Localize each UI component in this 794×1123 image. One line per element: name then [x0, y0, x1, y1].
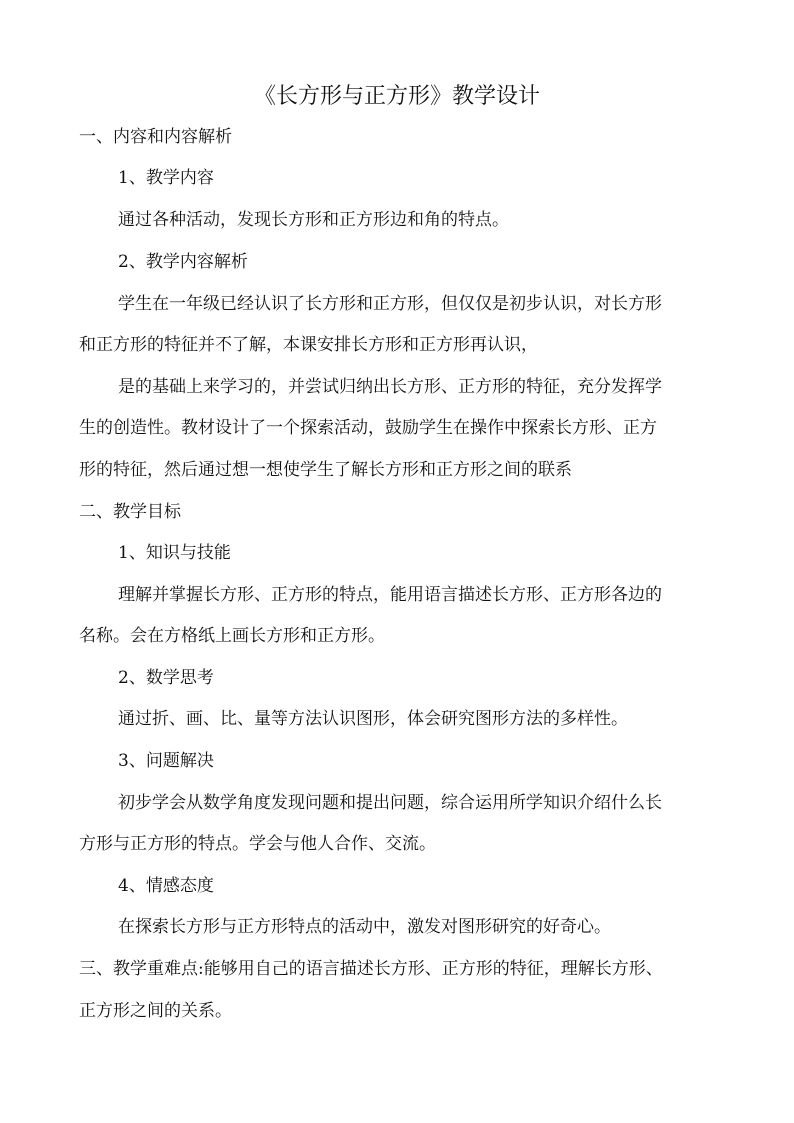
paragraph-knowledge-line-1: 理解并掌握长方形、正方形的特点，能用语言描述长方形、正方形各边的: [118, 585, 662, 605]
paragraph-emotional-attitude: 在探索长方形与正方形特点的活动中，激发对图形研究的好奇心。: [118, 917, 611, 937]
paragraph-analysis-line-1: 学生在一年级已经认识了长方形和正方形，但仅仅是初步认识，对长方形: [118, 294, 662, 314]
subheading-emotional-attitude: 4、情感态度: [118, 876, 214, 896]
subheading-teaching-content: 1、教学内容: [118, 168, 214, 188]
paragraph-knowledge-line-2: 名称。会在方格纸上画长方形和正方形。: [79, 626, 385, 646]
section-heading-key-difficulties: 三、教学重难点:能够用自己的语言描述长方形、正方形的特征，理解长方形、: [79, 959, 663, 979]
paragraph-teaching-content: 通过各种活动，发现长方形和正方形边和角的特点。: [118, 210, 509, 230]
paragraph-analysis-line-4: 生的创造性。教材设计了一个探索活动，鼓励学生在操作中探索长方形、正方: [79, 418, 657, 438]
subheading-math-thinking: 2、数学思考: [118, 668, 214, 688]
subheading-problem-solving: 3、问题解决: [118, 751, 214, 771]
paragraph-analysis-line-3: 是的基础上来学习的，并尝试归纳出长方形、正方形的特征，充分发挥学: [118, 377, 662, 397]
section-heading-teaching-goals: 二、教学目标: [79, 502, 181, 522]
paragraph-problem-solving-line-2: 方形与正方形的特点。学会与他人合作、交流。: [79, 834, 436, 854]
document-title: 《长方形与正方形》教学设计: [253, 84, 540, 109]
paragraph-math-thinking: 通过折、画、比、量等方法认识图形，体会研究图形方法的多样性。: [118, 709, 628, 729]
subheading-knowledge-skills: 1、知识与技能: [118, 543, 231, 563]
section-heading-content-analysis: 一、内容和内容解析: [79, 127, 232, 147]
paragraph-key-difficulties-line-2: 正方形之间的关系。: [79, 1001, 232, 1021]
paragraph-analysis-line-5: 形的特征，然后通过想一想使学生了解长方形和正方形之间的联系: [79, 460, 572, 480]
paragraph-problem-solving-line-1: 初步学会从数学角度发现问题和提出问题，综合运用所学知识介绍什么长: [118, 793, 662, 813]
paragraph-analysis-line-2: 和正方形的特征并不了解，本课安排长方形和正方形再认识，: [79, 335, 538, 355]
subheading-content-analysis: 2、教学内容解析: [118, 252, 248, 272]
